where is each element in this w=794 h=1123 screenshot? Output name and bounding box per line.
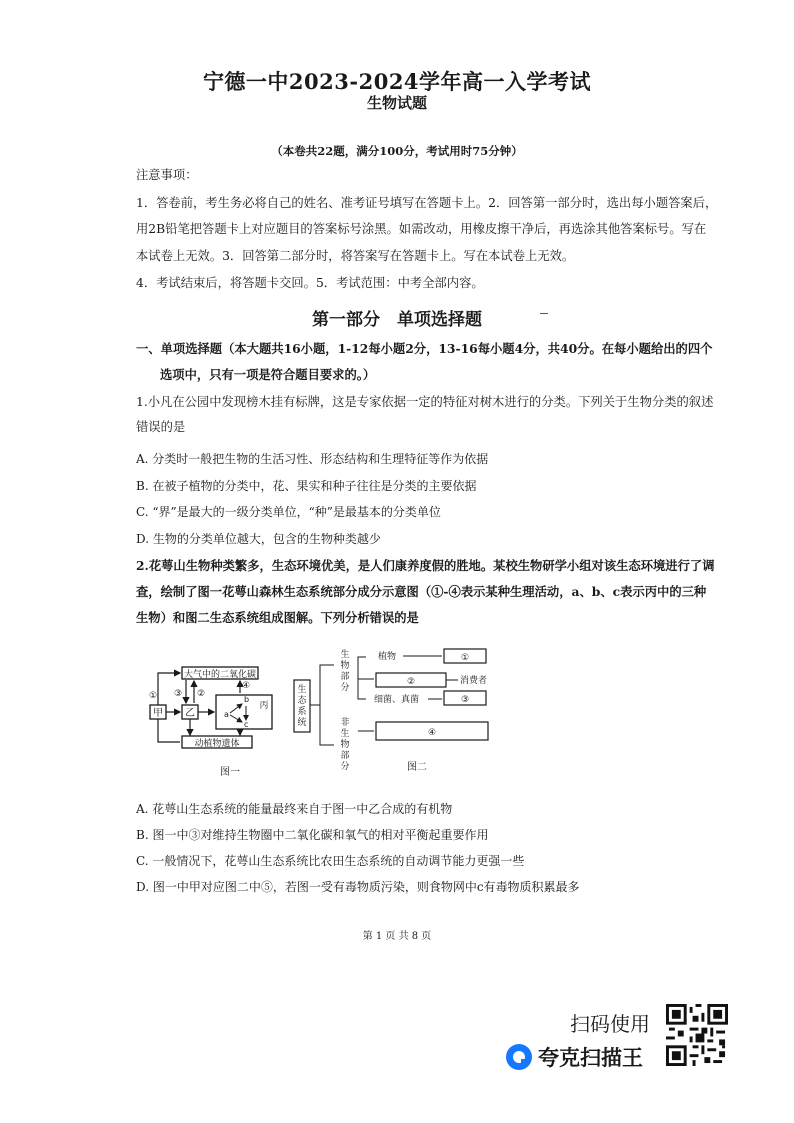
c-label: c	[244, 720, 249, 729]
section-intro: 选项中，只有一项是符合题目要求的。）	[160, 367, 376, 382]
bio-char: 生	[340, 650, 350, 660]
q2-option-d: D. 图一中甲对应图二中⑤，若图一受有毒物质污染，则食物网中c有毒物质积累最多	[136, 880, 580, 894]
q2-stem: 查，绘制了图一花萼山森林生态系统部分成分示意图（①-④表示某种生理活动，a、b、c表示丙中的三种	[136, 584, 707, 599]
nonbio-char: 分	[340, 762, 350, 772]
eco-char: 生	[297, 685, 307, 695]
q2-option-a: A. 花萼山生态系统的能量最终来自于图一中乙合成的有机物	[136, 802, 453, 816]
bacteria-label: 细菌、真菌	[374, 695, 420, 705]
q1-stem: 错误的是	[136, 420, 186, 434]
notice-line: 1．答卷前，考生务必将自己的姓名、准考证号填写在答题卡上。2．回答第一部分时，选出每小题答案后，	[136, 196, 718, 210]
qr-code-icon	[666, 1004, 728, 1066]
yi-label: 乙	[185, 708, 195, 719]
divider	[540, 313, 548, 314]
q2-option-c: C. 一般情况下，花萼山生态系统比农田生态系统的自动调节能力更强一些	[136, 854, 525, 868]
q2-stem: 生物）和图二生态系统组成图解。下列分析错误的是	[136, 610, 419, 625]
bing-label: 丙	[259, 701, 269, 711]
co2-label: 大气中的二氧化碳	[183, 670, 257, 680]
q1-option-c: C. “界”是最大的一级分类单位，“种”是最基本的分类单位	[136, 505, 441, 519]
n4-label: ④	[242, 681, 251, 691]
n3-label: ③	[174, 689, 183, 699]
figure-2	[290, 645, 500, 775]
eco-char: 统	[297, 718, 307, 728]
q1-option-b: B. 在被子植物的分类中，花、果实和种子往往是分类的主要依据	[136, 479, 477, 493]
a-label: a	[224, 710, 229, 719]
exam-title: 宁德一中2023-2024学年高一入学考试	[202, 69, 592, 94]
n2-label: ②	[197, 689, 206, 699]
c2-label: ②	[406, 677, 416, 687]
bio-char: 部	[340, 672, 350, 682]
c3-label: ③	[460, 695, 470, 705]
n1-label: ①	[149, 691, 158, 701]
brand-watermark	[506, 1042, 643, 1072]
figure1-caption: 图一	[220, 767, 240, 778]
c1-label: ①	[460, 653, 470, 663]
nonbio-char: 物	[340, 740, 350, 750]
q1-option-a: A. 分类时一般把生物的生活习性、形态结构和生理特征等作为依据	[136, 452, 489, 466]
eco-char: 态	[297, 696, 307, 706]
quark-logo-icon	[506, 1044, 532, 1070]
page-number: 第 1 页 共 8 页	[362, 931, 432, 942]
exam-subtitle: 生物试题	[366, 94, 427, 112]
jia-label: 甲	[153, 708, 163, 719]
notice-line: 4．考试结束后，将答题卡交回。5．考试范围：中考全部内容。	[136, 276, 484, 290]
q2-stem: 2.花萼山生物种类繁多，生态环境优美，是人们康养度假的胜地。某校生物研学小组对该生态环境进行了调	[136, 558, 715, 573]
notice-line: 用2B铅笔把答题卡上对应题目的答案标号涂黑。如需改动，用橡皮擦干净后，再选涂其他答案标号。写在	[136, 222, 707, 236]
nonbio-char: 非	[340, 718, 350, 728]
bio-char: 分	[340, 683, 350, 693]
section-intro: 一、单项选择题（本大题共16小题，1-12每小题2分，13-16每小题4分，共40分。在每小题给出的四个	[136, 341, 713, 356]
consumer-label: 消费者	[460, 676, 488, 686]
b-label: b	[244, 695, 250, 704]
section-title: 第一部分 单项选择题	[312, 310, 482, 330]
exam-note: （本卷共22题，满分100分，考试用时75分钟）	[271, 144, 523, 158]
remains-label: 动植物遗体	[194, 739, 240, 749]
brand-name: 夸克扫描王	[538, 1046, 643, 1070]
notice-heading: 注意事项：	[136, 168, 198, 182]
bio-char: 物	[340, 661, 350, 671]
q1-stem: 1.小凡在公园中发现榜木挂有标牌，这是专家依据一定的特征对树木进行的分类。下列关于生物分类的叙述	[136, 395, 714, 409]
q2-option-b: B. 图一中③对维持生物圈中二氧化碳和氧气的相对平衡起重要作用	[136, 828, 489, 842]
scan-label: 扫码使用	[570, 1012, 650, 1036]
figure-1	[140, 660, 280, 780]
c4-label: ④	[427, 728, 437, 738]
nonbio-char: 部	[340, 751, 350, 761]
plant-label: 植物	[378, 652, 397, 662]
eco-char: 系	[297, 707, 307, 717]
q1-option-d: D. 生物的分类单位越大，包含的生物种类越少	[136, 532, 381, 546]
figure2-caption: 图二	[407, 762, 427, 773]
nonbio-char: 生	[340, 729, 350, 739]
notice-line: 本试卷上无效。3．回答第二部分时，将答案写在答题卡上。写在本试卷上无效。	[136, 249, 575, 263]
